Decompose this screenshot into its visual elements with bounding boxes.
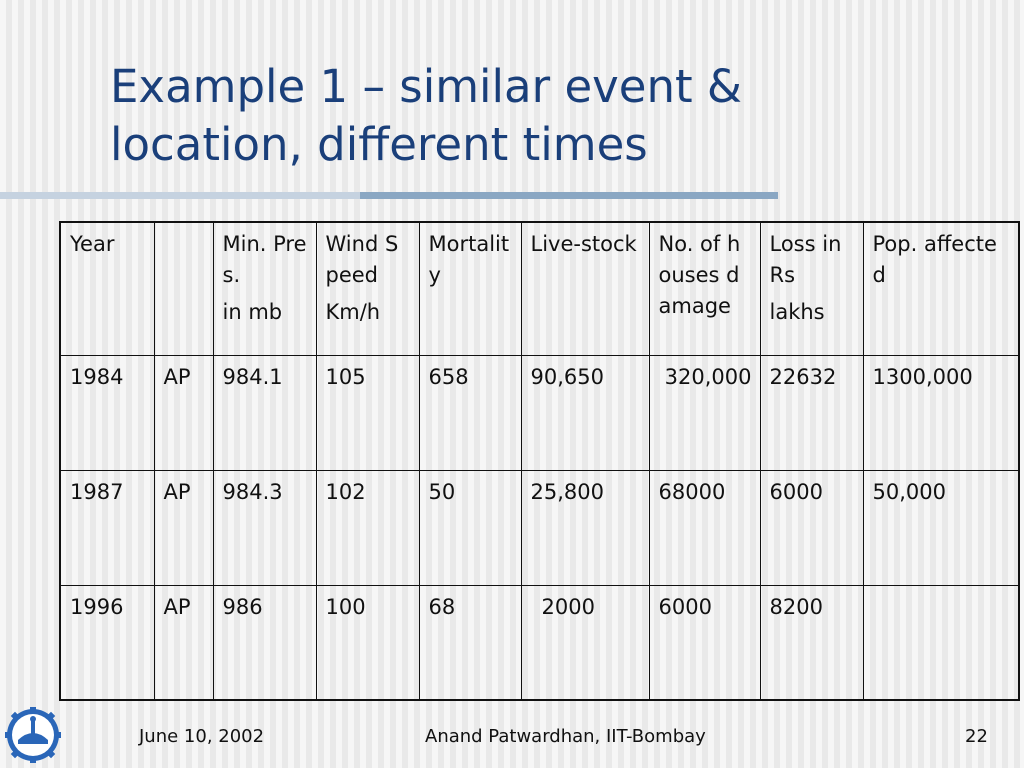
header-wind-speed-line-2: Km/h (325, 300, 381, 324)
cell-loss: 8200 (760, 585, 863, 700)
cyclone-comparison-table (59, 221, 1020, 701)
cell-houses-damaged: 320,000 (649, 355, 760, 470)
header-min-pressure-line-2: in mb (222, 300, 283, 324)
cell-loss: 22632 (760, 355, 863, 470)
cell-mortality: 658 (419, 355, 521, 470)
cell-state: AP (154, 585, 213, 700)
table-header-row (60, 222, 1019, 355)
header-houses-damaged: No. of houses damage (649, 222, 760, 355)
header-population-affected: Pop. affected (863, 222, 1019, 355)
cell-houses-damaged: 6000 (649, 585, 760, 700)
cell-loss: 6000 (760, 470, 863, 585)
cell-population: 50,000 (863, 470, 1019, 585)
table-row-1987 (60, 470, 1019, 585)
header-wind-speed (316, 222, 419, 355)
title-underline-dark (360, 192, 778, 199)
cell-wind-speed: 100 (316, 585, 419, 700)
footer-page-number: 22 (965, 726, 988, 747)
cell-population: 1300,000 (863, 355, 1019, 470)
header-min-pressure-line-1: Min. Pres. (222, 232, 307, 287)
header-year: Year (60, 222, 154, 355)
cell-state: AP (154, 355, 213, 470)
cell-pressure: 984.3 (213, 470, 316, 585)
cell-pressure: 986 (213, 585, 316, 700)
cell-year: 1987 (60, 470, 154, 585)
header-livestock: Live-stock (521, 222, 649, 355)
title-underline-light (0, 192, 360, 199)
cell-wind-speed: 102 (316, 470, 419, 585)
cell-pressure: 984.1 (213, 355, 316, 470)
cell-livestock: 2000 (521, 585, 649, 700)
footer-author: Anand Patwardhan, IIT-Bombay (425, 726, 706, 747)
iit-bombay-logo-icon (2, 706, 64, 764)
cell-livestock: 90,650 (521, 355, 649, 470)
slide-title (110, 58, 930, 174)
header-loss-line-1: Loss in Rs (769, 232, 842, 287)
header-min-pressure (213, 222, 316, 355)
header-loss (760, 222, 863, 355)
cell-mortality: 50 (419, 470, 521, 585)
header-state (154, 222, 213, 355)
header-wind-speed-line-1: Wind Speed (325, 232, 399, 287)
table-row-1996 (60, 585, 1019, 700)
cell-livestock: 25,800 (521, 470, 649, 585)
cell-year: 1984 (60, 355, 154, 470)
cell-state: AP (154, 470, 213, 585)
footer-date: June 10, 2002 (139, 726, 265, 747)
cell-year: 1996 (60, 585, 154, 700)
slide-title-line-2: location, different times (110, 118, 648, 171)
cell-mortality: 68 (419, 585, 521, 700)
header-loss-line-2: lakhs (769, 300, 825, 324)
cell-wind-speed: 105 (316, 355, 419, 470)
slide-title-line-1: Example 1 – similar event & (110, 60, 742, 113)
cell-population (863, 585, 1019, 700)
header-mortality: Mortality (419, 222, 521, 355)
cell-houses-damaged: 68000 (649, 470, 760, 585)
table-row-1984 (60, 355, 1019, 470)
